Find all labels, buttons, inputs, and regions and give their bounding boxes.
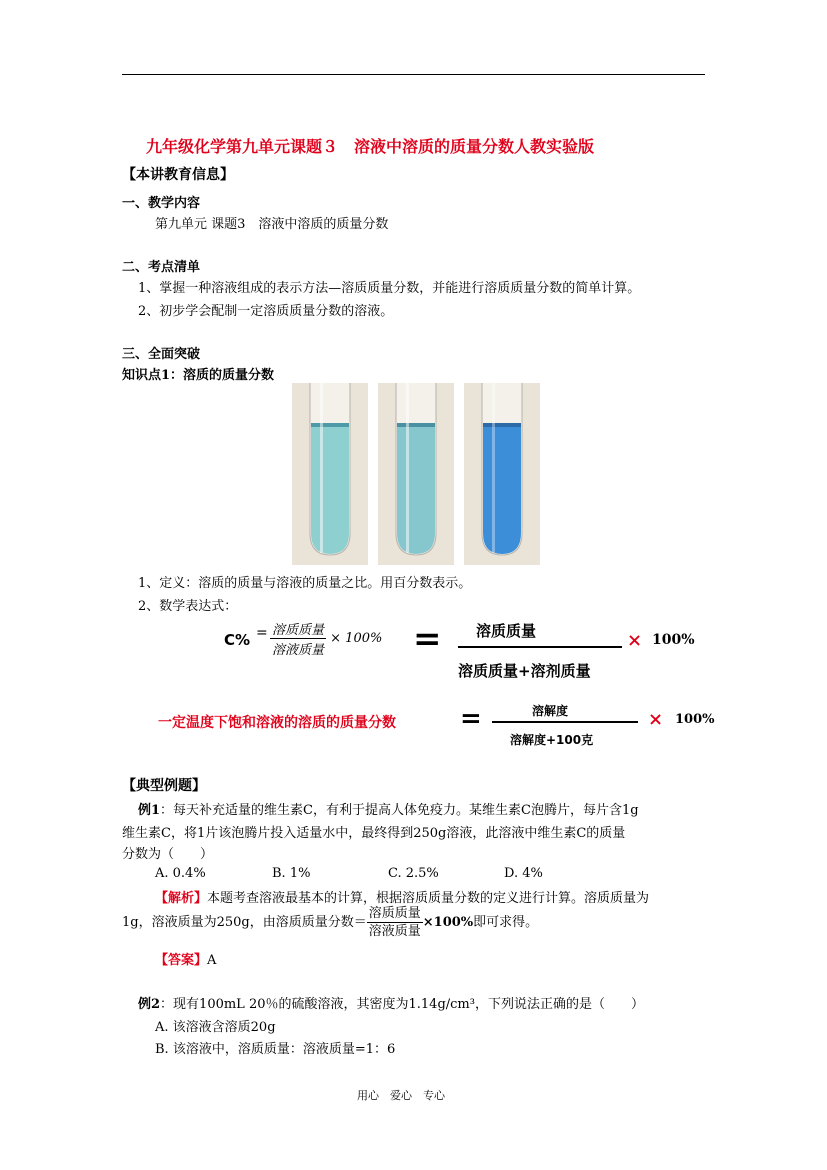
ex2-option-b: B. 该溶液中，溶质质量：溶液质量=1：6 xyxy=(155,1042,396,1057)
page-footer: 用心 爱心 专心 xyxy=(357,1089,445,1102)
formula-eq-small: = xyxy=(256,625,268,641)
ex2-line-1 xyxy=(138,993,644,1012)
ex1-option-d: D. 4% xyxy=(504,866,543,881)
ex1-analysis-line-2 xyxy=(122,905,538,940)
ex1-line-1 xyxy=(138,799,639,818)
test-tube-medium xyxy=(378,383,454,565)
big-times: × xyxy=(627,630,643,651)
saturated-hundred: 100% xyxy=(675,712,715,727)
test-tubes-image xyxy=(292,383,540,565)
ex1-option-c: C. 2.5% xyxy=(388,866,439,881)
ex1-line-2: 维生素C，将1片该泡腾片投入适量水中，最终得到250g溶液，此溶液中维生素C的质量 xyxy=(122,826,626,841)
s1-content: 第九单元 课题3 溶液中溶质的质量分数 xyxy=(155,217,389,232)
small-frac-den: 溶液质量 xyxy=(272,643,325,658)
ex2-label: 例2 xyxy=(138,997,161,1012)
ex2-option-a: A. 该溶液含溶质20g xyxy=(155,1020,276,1035)
saturated-times: × xyxy=(648,709,664,730)
analysis-fraction xyxy=(367,905,423,940)
analysis-text-2a: 1g，溶液质量为250g，由溶质质量分数＝ xyxy=(122,915,367,930)
big-frac-den: 溶质质量+溶剂质量 xyxy=(458,662,591,680)
small-times-100: × 100% xyxy=(330,631,383,646)
ex1-option-a: A. 0.4% xyxy=(155,866,206,881)
big-frac-num: 溶质质量 xyxy=(476,622,537,640)
s2-item-2: 2、初步学会配制一定溶质质量分数的溶液。 xyxy=(138,304,394,319)
test-tube-dark xyxy=(464,383,540,565)
analysis-frac-num: 溶质质量 xyxy=(368,906,421,921)
formula-small-fraction xyxy=(270,619,382,658)
big-hundred: 100% xyxy=(652,632,695,648)
big-frac-line xyxy=(458,646,622,648)
formula-lhs: C% xyxy=(224,631,251,649)
saturated-formula-label: 一定温度下饱和溶液的溶质的质量分数 xyxy=(158,715,396,731)
s2-heading: 二、考点清单 xyxy=(122,260,201,275)
ex1-option-b: B. 1% xyxy=(272,866,311,881)
analysis-text-1: 本题考查溶液最基本的计算，根据溶质质量分数的定义进行计算。溶质质量为 xyxy=(207,891,650,906)
saturated-frac-num: 溶解度 xyxy=(532,704,569,718)
analysis-frac-den: 溶液质量 xyxy=(368,924,421,939)
ex1-line-3: 分数为（ ） xyxy=(122,847,214,862)
ex1-text-1: ：每天补充适量的维生素C，有利于提高人体免疫力。某维生素C泡腾片，每片含1g xyxy=(160,803,639,818)
page-title: 九年级化学第九单元课题３ 溶液中溶质的质量分数人教实验版 xyxy=(146,137,595,156)
definition-2: 2、数学表达式： xyxy=(138,599,238,614)
answer-tag: 【答案】 xyxy=(155,953,208,968)
answer-value: A xyxy=(207,953,217,968)
knowledge-point-1: 知识点1：溶质的质量分数 xyxy=(122,368,275,383)
formula-big-equals: = xyxy=(413,619,442,659)
saturated-frac-line xyxy=(492,721,638,723)
s3-heading: 三、全面突破 xyxy=(122,347,201,362)
test-tube-light xyxy=(292,383,368,565)
small-frac-num: 溶质质量 xyxy=(270,619,326,639)
s1-heading: 一、教学内容 xyxy=(122,196,201,211)
examples-heading: 【典型例题】 xyxy=(122,778,206,794)
section-info: 【本讲教育信息】 xyxy=(122,167,234,183)
analysis-tag: 【解析】 xyxy=(155,891,208,906)
header-rule xyxy=(122,74,705,75)
ex1-answer xyxy=(155,949,216,968)
saturated-frac-den: 溶解度+100克 xyxy=(510,733,594,747)
analysis-text-2b: ×100% xyxy=(422,915,474,930)
analysis-text-2c: 即可求得。 xyxy=(473,915,539,930)
ex1-analysis-line-1 xyxy=(155,887,649,906)
ex1-label: 例1 xyxy=(138,803,161,818)
s2-item-1: 1、掌握一种溶液组成的表示方法—溶质质量分数，并能进行溶质质量分数的简单计算。 xyxy=(138,281,641,296)
definition-1: 1、定义：溶质的质量与溶液的质量之比。用百分数表示。 xyxy=(138,576,472,591)
ex2-text-1: ：现有100mL 20％的硫酸溶液，其密度为1.14g/cm³，下列说法正确的是（ ） xyxy=(160,997,644,1012)
saturated-equals: = xyxy=(460,704,482,734)
